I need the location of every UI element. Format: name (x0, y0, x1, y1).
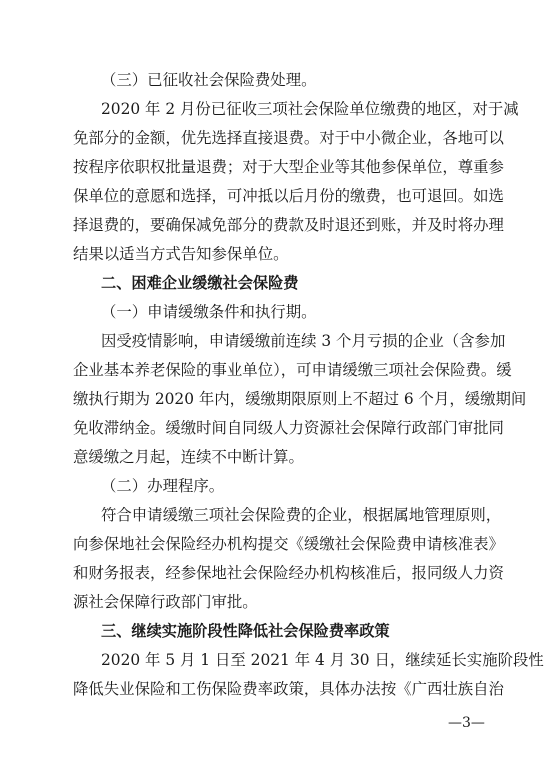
paragraph-line: 因受疫情影响，申请缓缴前连续 3 个月亏损的企业（含参加 (101, 332, 506, 350)
paragraph-line: 意缓缴之月起，连续不中断计算。 (73, 448, 304, 466)
paragraph-line: 源社会保障行政部门审批。 (73, 593, 258, 611)
paragraph-line: 2020 年 5 月 1 日至 2021 年 4 月 30 日，继续延长实施阶段性 (101, 651, 544, 669)
paragraph-line: 结果以适当方式告知参保单位。 (73, 245, 289, 263)
paragraph-line: 缴执行期为 2020 年内，缓缴期限原则上不超过 6 个月，缓缴期间 (73, 390, 527, 408)
subsection-heading-3: （三）已征收社会保险费处理。 (101, 71, 317, 89)
paragraph-line: 和财务报表，经参保地社会保险经办机构核准后，报同级人力资 (73, 564, 504, 582)
paragraph-line: 向参保地社会保险经办机构提交《缓缴社会保险费申请核准表》 (73, 535, 504, 553)
page-number: —3— (448, 715, 485, 731)
section-heading-2: 二、困难企业缓缴社会保险费 (101, 274, 299, 292)
subsection-heading-2: （二）办理程序。 (101, 477, 225, 495)
section-heading-3: 三、继续实施阶段性降低社会保险费率政策 (101, 622, 390, 640)
paragraph-line: 企业基本养老保险的事业单位），可申请缓缴三项社会保险费。缓 (73, 361, 512, 379)
paragraph-line: 降低失业保险和工伤保险费率政策，具体办法按《广西壮族自治 (73, 680, 504, 698)
paragraph-line: 免收滞纳金。缓缴时间自同级人力资源社会保障行政部门审批同 (73, 419, 504, 437)
paragraph-line: 符合申请缓缴三项社会保险费的企业，根据属地管理原则， (101, 506, 502, 524)
paragraph-line: 免部分的金额，优先选择直接退费。对于中小微企业，各地可以 (73, 129, 504, 147)
paragraph-line: 2020 年 2 月份已征收三项社会保险单位缴费的地区，对于减 (101, 100, 519, 118)
subsection-heading-1: （一）申请缓缴条件和执行期。 (101, 303, 317, 321)
paragraph-line: 按程序依职权批量退费；对于大型企业等其他参保单位，尊重参 (73, 158, 504, 176)
paragraph-line: 保单位的意愿和选择，可冲抵以后月份的缴费，也可退回。如选 (73, 187, 504, 205)
paragraph-line: 择退费的，要确保减免部分的费款及时退还到账，并及时将办理 (73, 216, 504, 234)
